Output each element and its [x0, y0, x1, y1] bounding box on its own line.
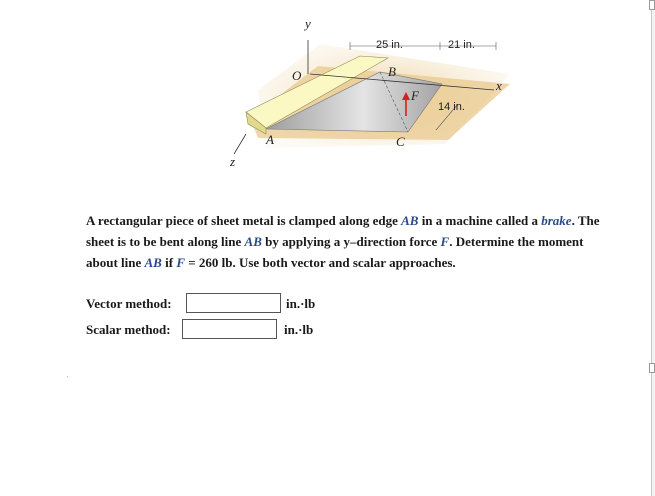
- line-ab: AB: [144, 255, 162, 270]
- line-ab: AB: [244, 234, 262, 249]
- problem-text: in a machine called a: [418, 213, 542, 228]
- problem-text: . Determine the moment about line: [86, 234, 584, 270]
- label-C: C: [396, 134, 405, 149]
- scroll-up-button[interactable]: [649, 0, 655, 10]
- scroll-down-button[interactable]: [649, 363, 655, 373]
- problem-text: = 260 lb. Use both vector and scalar approaches.: [184, 255, 456, 270]
- problem-text: A rectangular piece of sheet metal is clamped along edge: [86, 213, 402, 228]
- label-z: z: [230, 154, 236, 169]
- problem-text: by applying a y–direction force: [261, 234, 441, 249]
- problem-text: . The sheet is to be bent along line: [86, 213, 600, 249]
- edge-ab: AB: [401, 213, 419, 228]
- scalar-method-label: Scalar method:: [86, 322, 171, 337]
- label-F: F: [411, 88, 419, 103]
- scalar-method-unit: in.·lb: [284, 322, 314, 337]
- z-axis: [234, 134, 246, 154]
- scalar-method-input[interactable]: [182, 319, 277, 339]
- vector-method-label: Vector method:: [86, 296, 172, 311]
- problem-text: if: [161, 255, 177, 270]
- label-O: O: [292, 68, 302, 83]
- dim-21: 21 in.: [448, 39, 475, 51]
- label-y: y: [305, 16, 311, 31]
- problem-figure: [210, 12, 530, 182]
- label-B: B: [388, 64, 396, 79]
- vector-answer-row: [86, 293, 346, 315]
- label-x: x: [496, 78, 502, 93]
- dim-25: 25 in.: [376, 39, 403, 51]
- vector-method-unit: in.·lb: [286, 296, 316, 311]
- label-A: A: [266, 132, 274, 147]
- dim-14: 14 in.: [438, 101, 465, 113]
- vector-method-input[interactable]: [186, 293, 281, 313]
- vertical-scrollbar[interactable]: [651, 0, 655, 496]
- term-brake: brake: [541, 213, 572, 228]
- stray-mark: [67, 376, 68, 377]
- problem-statement: [86, 210, 616, 273]
- force-f: F: [440, 234, 450, 249]
- force-f: F: [176, 255, 185, 270]
- scalar-answer-row: [86, 319, 346, 341]
